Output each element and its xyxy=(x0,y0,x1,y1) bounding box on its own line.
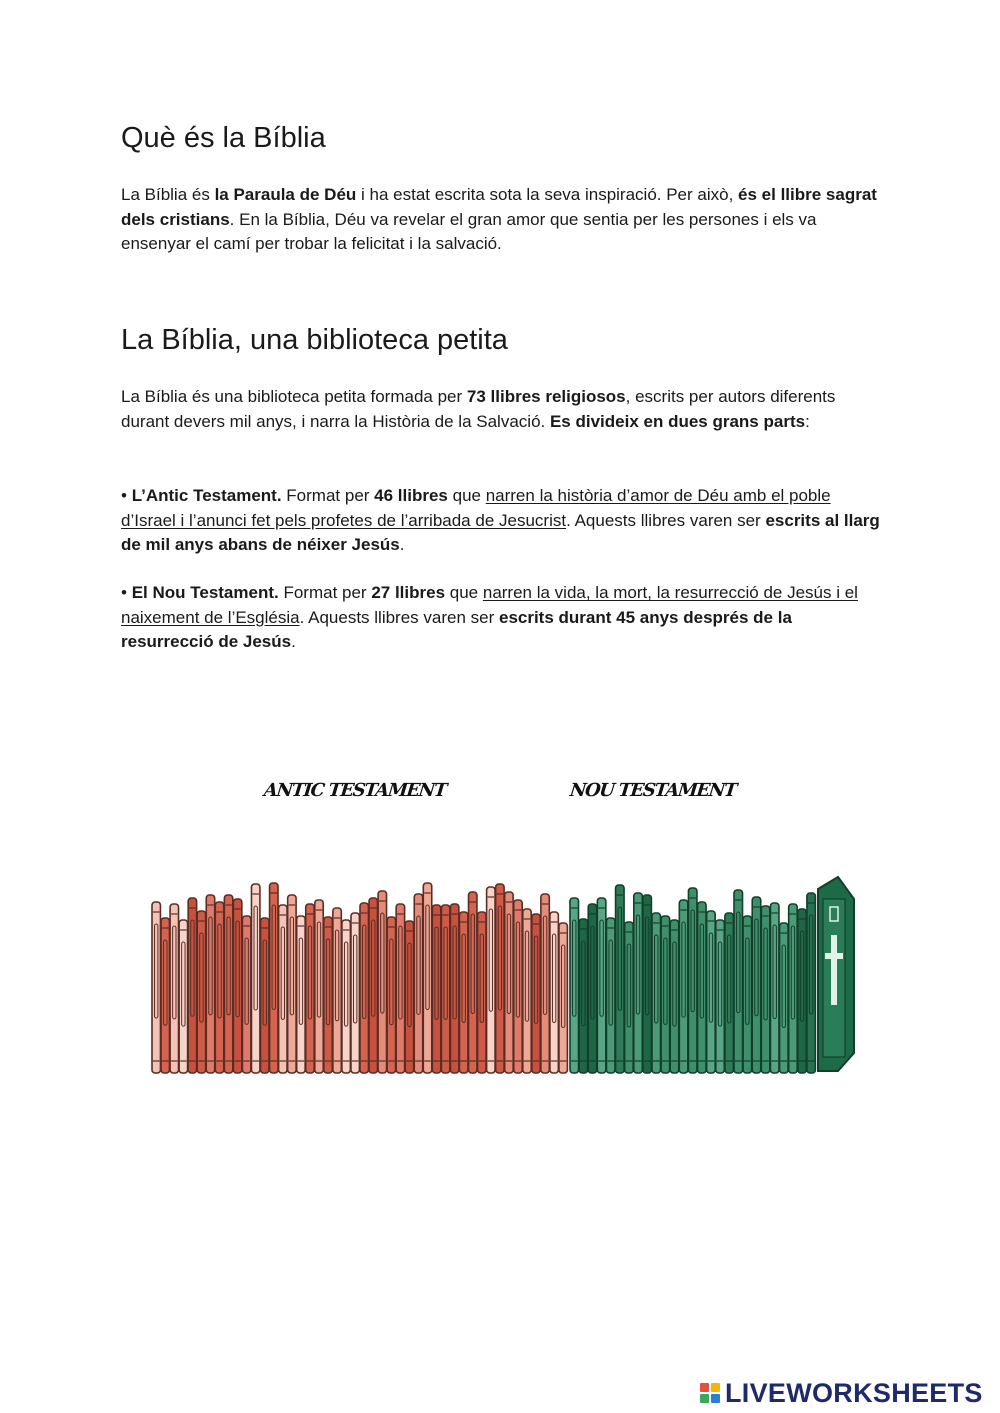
bullet-new-testament xyxy=(121,581,881,655)
old-testament-book xyxy=(432,905,440,1073)
new-testament-book xyxy=(616,885,625,1073)
text-segment: . Aquests llibres varen ser xyxy=(566,510,766,530)
old-testament-book xyxy=(188,898,196,1073)
text-segment: El Nou Testament. xyxy=(131,583,279,602)
old-testament-book xyxy=(233,899,241,1073)
paragraph-what-is-bible xyxy=(121,183,881,257)
text-segment: 73 llibres religiosos xyxy=(466,387,626,406)
new-testament-book xyxy=(734,890,743,1073)
old-testament-book xyxy=(541,894,549,1073)
old-testament-book xyxy=(224,895,232,1073)
old-testament-book xyxy=(206,895,214,1073)
text-segment: escrits durant 45 anys després de la resurrecció de Jesús xyxy=(121,607,792,651)
text-segment: narren la vida, la mort, la resurrecció de Jesús i el naixement de l’Església xyxy=(121,583,858,627)
logo-square-2 xyxy=(711,1383,720,1392)
new-testament-book xyxy=(807,893,816,1073)
old-testament-book xyxy=(450,904,458,1073)
text-segment: La Bíblia és una biblioteca petita formada per xyxy=(121,387,467,406)
old-testament-book xyxy=(369,898,377,1073)
paragraph-library-intro xyxy=(121,385,881,434)
new-testament-book xyxy=(579,919,588,1073)
old-testament-book xyxy=(378,891,386,1073)
new-testament-book xyxy=(770,903,779,1073)
section-title-what-is-bible: Què és la Bíblia xyxy=(121,122,326,154)
old-testament-book xyxy=(523,909,531,1073)
old-testament-book xyxy=(333,908,341,1073)
logo-square-4 xyxy=(711,1394,720,1403)
text-segment: que xyxy=(447,486,486,505)
old-testament-book xyxy=(288,895,296,1073)
new-testament-book xyxy=(634,893,643,1073)
text-segment: la Paraula de Déu xyxy=(214,185,357,204)
liveworksheets-logo-icon xyxy=(700,1383,720,1403)
new-testament-book xyxy=(743,916,752,1073)
old-testament-book xyxy=(505,892,513,1073)
new-testament-book xyxy=(688,888,697,1073)
old-testament-book xyxy=(342,920,350,1073)
old-testament-book xyxy=(161,918,169,1073)
text-segment: L’Antic Testament. xyxy=(131,486,282,505)
old-testament-book xyxy=(469,892,477,1073)
old-testament-book xyxy=(532,914,540,1073)
old-testament-book xyxy=(324,917,332,1073)
old-testament-book xyxy=(315,900,323,1073)
old-testament-book xyxy=(179,920,187,1073)
label-new-testament: NOU TESTAMENT xyxy=(568,780,737,801)
text-segment: : xyxy=(805,411,810,431)
old-testament-book xyxy=(396,904,404,1073)
new-testament-book xyxy=(716,920,725,1073)
old-testament-book xyxy=(550,912,558,1073)
text-segment: Format per xyxy=(281,486,375,505)
new-testament-book xyxy=(625,922,634,1073)
new-testament-book xyxy=(597,898,606,1073)
new-testament-book xyxy=(670,920,679,1073)
new-testament-book xyxy=(698,902,707,1073)
old-testament-book xyxy=(405,921,413,1073)
text-segment: 46 llibres xyxy=(374,486,448,505)
new-testament-book xyxy=(798,909,807,1073)
text-segment: Es divideix en dues grans parts xyxy=(549,411,806,431)
old-testament-book xyxy=(251,884,259,1073)
new-testament-book xyxy=(707,911,716,1073)
old-testament-book xyxy=(215,902,223,1073)
old-testament-book xyxy=(152,902,160,1073)
old-testament-book xyxy=(441,905,449,1073)
text-segment: Format per xyxy=(278,583,372,602)
cross-icon xyxy=(825,953,843,959)
new-testament-book xyxy=(789,904,798,1073)
old-testament-book xyxy=(514,900,522,1073)
text-segment: . xyxy=(291,632,296,651)
text-segment: 27 llibres xyxy=(371,583,446,602)
old-testament-book xyxy=(297,916,305,1073)
bookshelf-illustration xyxy=(148,865,858,1080)
old-testament-book xyxy=(242,916,250,1073)
old-testament-book xyxy=(270,883,278,1073)
logo-square-1 xyxy=(700,1383,709,1392)
old-testament-book xyxy=(459,912,467,1073)
text-segment: • xyxy=(121,583,132,602)
old-testament-book xyxy=(261,918,269,1073)
text-segment: . Aquests llibres varen ser xyxy=(299,607,499,627)
section-title-small-library: La Bíblia, una biblioteca petita xyxy=(121,324,508,356)
logo-square-3 xyxy=(700,1394,709,1403)
text-segment: escrits al llarg de mil anys abans de néixer Jesús xyxy=(121,510,880,554)
old-testament-book xyxy=(197,911,205,1073)
text-segment: i ha estat escrita sota la seva inspiració. Per això, xyxy=(356,185,739,204)
new-testament-book xyxy=(661,916,670,1073)
old-testament-book xyxy=(487,887,495,1073)
new-testament-book xyxy=(643,895,652,1073)
old-testament-book xyxy=(170,904,178,1073)
old-testament-book xyxy=(423,883,431,1073)
old-testament-book xyxy=(306,904,314,1073)
text-segment: narren la història d’amor de Déu amb el poble d’Israel i l’anunci fet pels profetes de l’arribada de Jesucrist xyxy=(121,486,831,530)
text-segment: , escrits per autors diferents durant devers mil anys, i narra la Història de la Salvació. xyxy=(121,387,836,431)
new-testament-book xyxy=(752,897,761,1073)
new-testament-book xyxy=(761,906,770,1073)
old-testament-book xyxy=(360,903,368,1073)
cross-icon xyxy=(831,935,837,1005)
text-segment: • xyxy=(121,486,132,505)
text-segment: . xyxy=(399,535,405,554)
text-segment: és el llibre sagrat dels cristians xyxy=(121,185,877,229)
liveworksheets-logo-text: LIVEWORKSHEETS xyxy=(725,1377,983,1408)
new-testament-book xyxy=(652,913,661,1073)
text-segment: La Bíblia és xyxy=(121,185,215,204)
old-testament-book xyxy=(414,894,422,1073)
old-testament-book xyxy=(478,912,486,1073)
old-testament-book xyxy=(351,913,359,1073)
new-testament-book xyxy=(588,904,597,1073)
new-testament-book xyxy=(570,898,579,1073)
new-testament-book xyxy=(679,900,688,1073)
liveworksheets-logo xyxy=(700,1377,983,1408)
text-segment: que xyxy=(445,583,483,602)
new-testament-book xyxy=(606,918,615,1073)
bullet-old-testament xyxy=(121,484,881,558)
label-old-testament: ANTIC TESTAMENT xyxy=(262,780,447,801)
old-testament-book xyxy=(496,884,504,1073)
text-segment: . En la Bíblia, Déu va revelar el gran amor que sentia per les persones i els va ensenyar el camí per trobar la felicitat i la salvació. xyxy=(121,209,817,253)
old-testament-book xyxy=(387,917,395,1073)
old-testament-book xyxy=(279,905,287,1073)
new-testament-book xyxy=(725,913,734,1073)
